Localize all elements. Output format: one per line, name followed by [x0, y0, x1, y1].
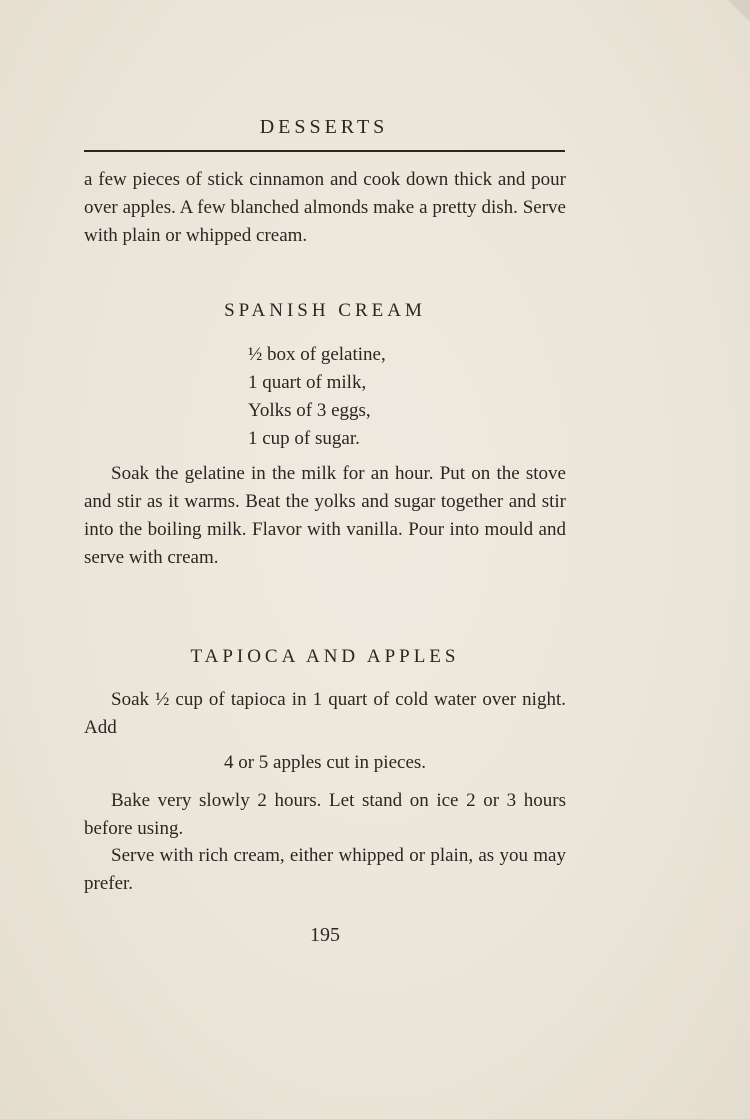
ingredient-line: 1 quart of milk,: [248, 372, 367, 393]
tapioca-paragraph-2: Bake very slowly 2 hours. Let stand on ice 2 or 3 hours before using.: [84, 790, 566, 839]
ingredient-line: ½ box of gelatine,: [248, 344, 386, 365]
tapioca-and-apples-title: TAPIOCA AND APPLES: [190, 646, 460, 667]
tapioca-paragraph-3: Serve with rich cream, either whipped or plain, as you may prefer.: [84, 845, 566, 894]
header-rule: [84, 150, 565, 152]
tapioca-paragraph-1: Soak ½ cup of tapioca in 1 quart of cold water over night. Add: [84, 689, 566, 738]
ingredient-line: 1 cup of sugar.: [248, 428, 360, 449]
ingredient-line: Yolks of 3 eggs,: [248, 400, 371, 421]
page-corner-fold: [728, 0, 750, 22]
running-head: DESSERTS: [259, 116, 389, 138]
spanish-cream-title: SPANISH CREAM: [224, 300, 426, 321]
page-number: 195: [310, 924, 340, 946]
spanish-cream-ingredients: [248, 341, 386, 453]
spanish-cream-directions: Soak the gelatine in the milk for an hour. Put on the stove and stir as it warms. Beat the yolks and sugar together and stir into the boiling milk. Flavor with vanilla. Pour into mould and serve with cream.: [84, 463, 566, 568]
tapioca-ingredient-line: 4 or 5 apples cut in pieces.: [223, 752, 427, 773]
intro-paragraph: a few pieces of stick cinnamon and cook down thick and pour over apples. A few blanched almonds make a pretty dish. Serve with plain or whipped cream.: [84, 169, 566, 246]
